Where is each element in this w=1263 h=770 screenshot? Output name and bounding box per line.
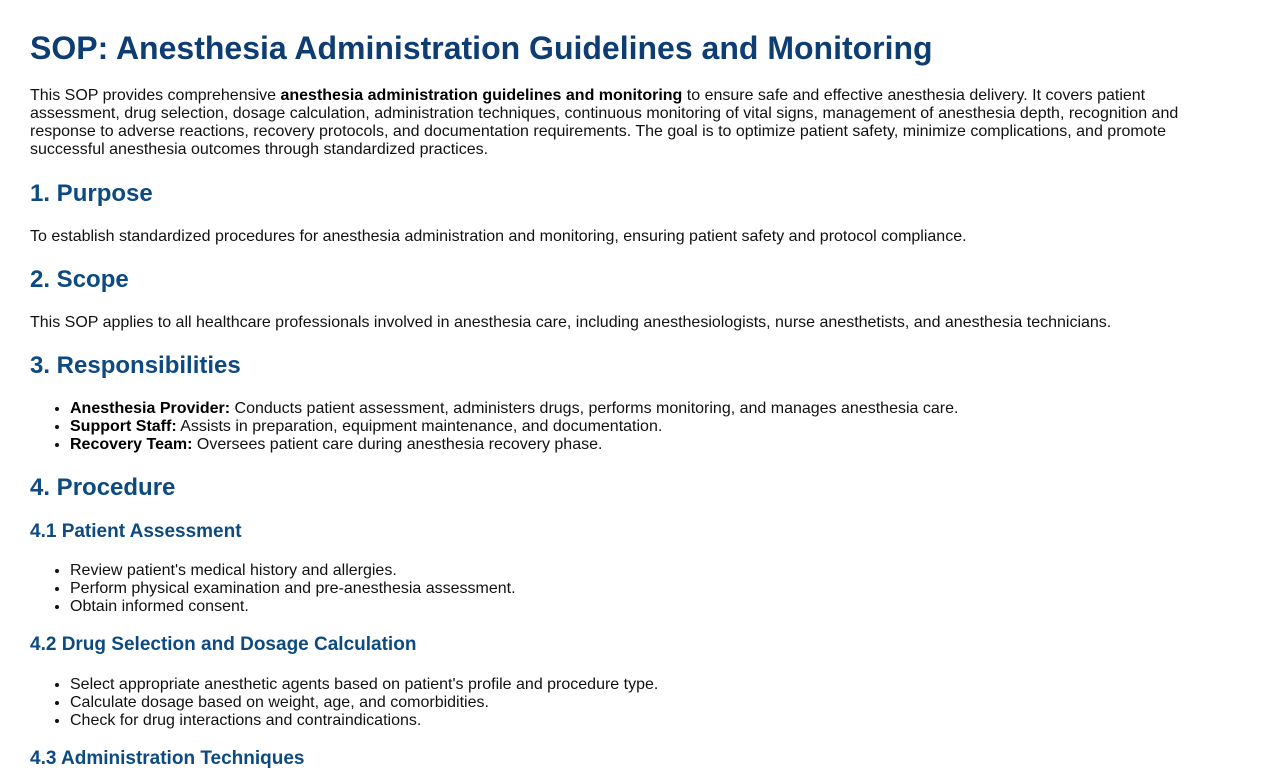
intro-bold: anesthesia administration guidelines and monitoring bbox=[280, 87, 683, 104]
list-item: • Select appropriate anesthetic agents based on patient's profile and procedure type. bbox=[70, 676, 658, 694]
section-heading-scope: 2. Scope bbox=[30, 266, 129, 293]
list-item: • Calculate dosage based on weight, age, and comorbidities. bbox=[70, 694, 658, 712]
role-label: Recovery Team: bbox=[70, 436, 193, 453]
drug-selection-list bbox=[30, 676, 658, 730]
role-description: Oversees patient care during anesthesia recovery phase. bbox=[192, 436, 603, 453]
role-label: Anesthesia Provider: bbox=[70, 400, 231, 417]
purpose-text: To establish standardized procedures for anesthesia administration and monitoring, ensuring patient safety and protocol compliance. bbox=[30, 228, 967, 245]
list-item: • Perform physical examination and pre-anesthesia assessment. bbox=[70, 580, 516, 598]
subsection-heading-drug-selection: 4.2 Drug Selection and Dosage Calculation bbox=[30, 634, 417, 655]
intro-lead: This SOP provides comprehensive bbox=[30, 87, 281, 104]
list-item: • Obtain informed consent. bbox=[70, 598, 516, 616]
list-item: • Review patient's medical history and allergies. bbox=[70, 562, 516, 580]
role-description: Assists in preparation, equipment maintenance, and documentation. bbox=[176, 418, 663, 435]
role-description: Conducts patient assessment, administers drugs, performs monitoring, and manages anesthesia care. bbox=[230, 400, 959, 417]
section-heading-procedure: 4. Procedure bbox=[30, 474, 176, 501]
intro-rest: to ensure safe and effective anesthesia delivery. It covers patient assessment, drug selection, dosage calculation, administration techniques, continuous monitoring of vital signs, management of anesthesia depth, recognition and response to adverse reactions, recovery protocols, and documentation requirements. The goal is to optimize patient safety, minimize complications, and promote successful anesthesia outcomes through standardized practices. bbox=[30, 87, 1179, 158]
role-label: Support Staff: bbox=[70, 418, 177, 435]
list-item bbox=[70, 436, 958, 454]
responsibilities-list bbox=[30, 400, 958, 454]
list-item: • Check for drug interactions and contraindications. bbox=[70, 712, 658, 730]
subsection-heading-patient-assessment: 4.1 Patient Assessment bbox=[30, 521, 242, 542]
section-heading-purpose: 1. Purpose bbox=[30, 180, 153, 207]
patient-assessment-list bbox=[30, 562, 516, 616]
list-item bbox=[70, 418, 958, 436]
scope-text: This SOP applies to all healthcare professionals involved in anesthesia care, including anesthesiologists, nurse anesthetists, and anesthesia technicians. bbox=[30, 314, 1112, 331]
page-title: SOP: Anesthesia Administration Guidelines and Monitoring bbox=[30, 30, 933, 66]
subsection-heading-administration-techniques: 4.3 Administration Techniques bbox=[30, 748, 305, 769]
list-item bbox=[70, 400, 958, 418]
section-heading-responsibilities: 3. Responsibilities bbox=[30, 352, 241, 379]
intro-paragraph bbox=[30, 87, 1190, 159]
